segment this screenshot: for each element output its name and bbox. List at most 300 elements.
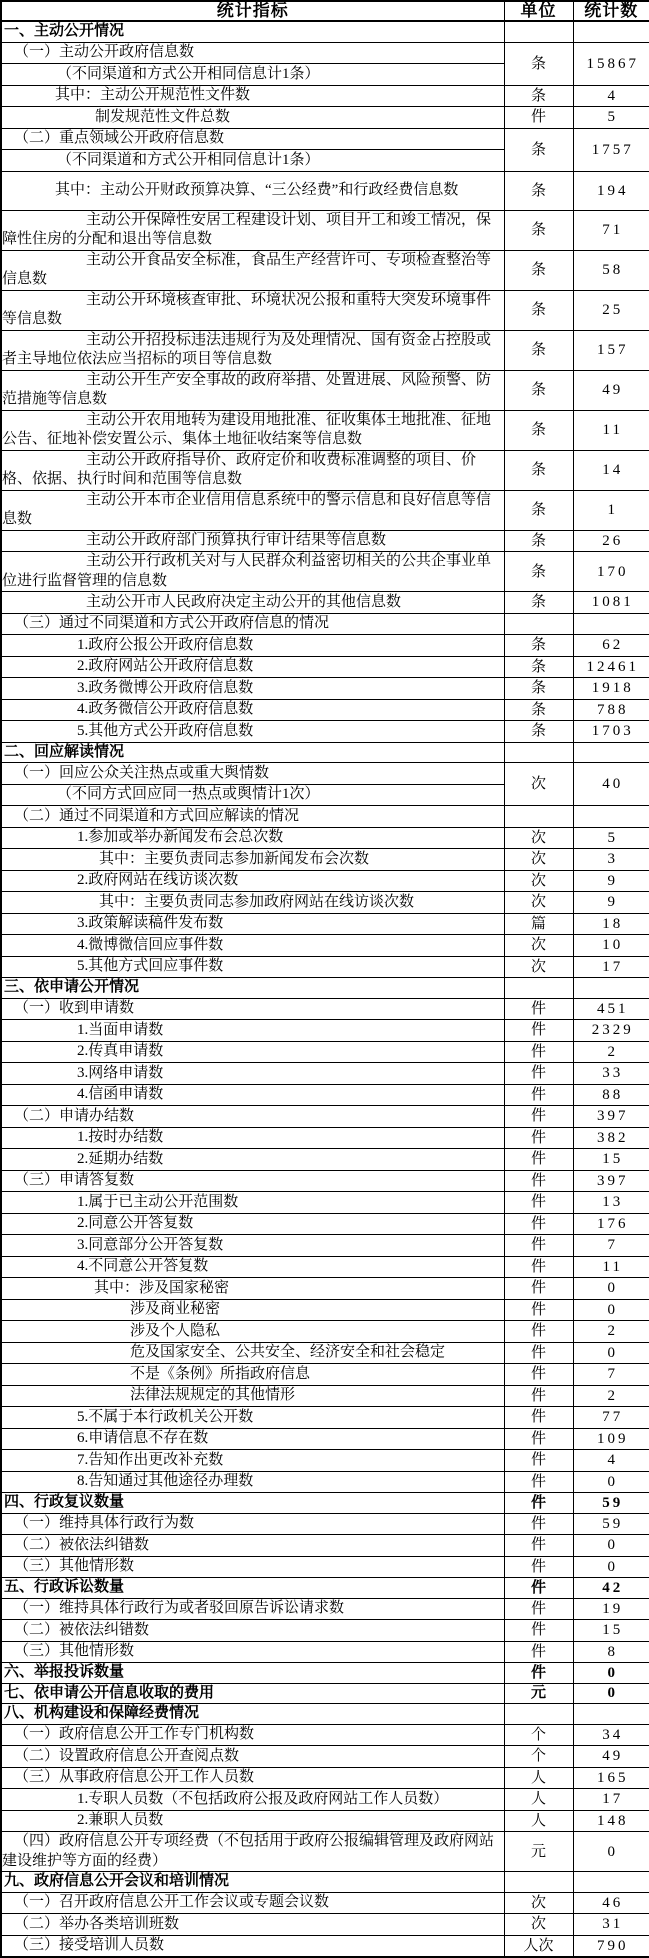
table-row bbox=[1, 1299, 649, 1321]
table-row bbox=[1, 1407, 649, 1429]
table-row bbox=[1, 450, 649, 490]
indicator-cell: 危及国家安全、公共安全、经济安全和社会稳定 bbox=[1, 1342, 504, 1364]
table-row bbox=[1, 1149, 649, 1171]
value-cell: 11 bbox=[573, 410, 649, 450]
unit-cell: 次 bbox=[504, 892, 573, 914]
unit-cell: 条 bbox=[504, 290, 573, 330]
indicator-cell: 3.同意部分公开答复数 bbox=[1, 1235, 504, 1257]
indicator-cell: 主动公开保障性安居工程建设计划、项目开工和竣工情况，保障性住房的分配和退出等信息数 bbox=[1, 210, 504, 250]
indicator-cell: 主动公开食品安全标准，食品生产经营许可、专项检查整治等信息数 bbox=[1, 250, 504, 290]
unit-cell: 件 bbox=[504, 1020, 573, 1042]
indicator-cell: 二、回应解读情况 bbox=[1, 742, 504, 763]
table-row bbox=[1, 1767, 649, 1789]
unit-cell: 元 bbox=[504, 1832, 573, 1872]
indicator-cell: 2.兼职人员数 bbox=[1, 1810, 504, 1832]
value-cell: 25 bbox=[573, 290, 649, 330]
unit-cell: 次 bbox=[504, 935, 573, 957]
table-row bbox=[1, 870, 649, 892]
value-cell: 9 bbox=[573, 892, 649, 914]
section-row bbox=[1, 1704, 649, 1725]
table-row bbox=[1, 592, 649, 614]
value-cell: 382 bbox=[573, 1127, 649, 1149]
table-row bbox=[1, 806, 649, 828]
indicator-cell: 主动公开招投标违法违规行为及处理情况、国有资金占控股或者主导地位依法应当招标的项目等信息数 bbox=[1, 330, 504, 370]
table-row bbox=[1, 128, 649, 150]
unit-cell: 件 bbox=[504, 1471, 573, 1493]
indicator-cell: 1.当面申请数 bbox=[1, 1020, 504, 1042]
indicator-cell: （不同渠道和方式公开相同信息计1条） bbox=[1, 150, 504, 172]
indicator-cell: 4.微博微信回应事件数 bbox=[1, 935, 504, 957]
value-cell bbox=[573, 978, 649, 999]
indicator-cell: （二）被依法纠错数 bbox=[1, 1620, 504, 1642]
indicator-cell: （四）政府信息公开专项经费（不包括用于政府公报编辑管理及政府网站建设维护等方面的经费） bbox=[1, 1832, 504, 1872]
indicator-cell: 制发规范性文件总数 bbox=[1, 107, 504, 129]
indicator-cell: 七、依申请公开信息收取的费用 bbox=[1, 1683, 504, 1704]
table-row bbox=[1, 1535, 649, 1557]
unit-cell: 条 bbox=[504, 370, 573, 410]
value-cell: 170 bbox=[573, 552, 649, 592]
indicator-cell: 2.延期办结数 bbox=[1, 1149, 504, 1171]
unit-cell: 件 bbox=[504, 1106, 573, 1128]
table-row bbox=[1, 1641, 649, 1663]
unit-cell: 条 bbox=[504, 450, 573, 490]
unit-cell: 件 bbox=[504, 107, 573, 129]
indicator-cell: （一）主动公开政府信息数 bbox=[1, 42, 504, 64]
unit-cell: 件 bbox=[504, 1513, 573, 1535]
indicator-cell: 九、政府信息公开会议和培训情况 bbox=[1, 1872, 504, 1893]
value-cell: 17 bbox=[573, 956, 649, 978]
indicator-cell: （二）被依法纠错数 bbox=[1, 1535, 504, 1557]
value-cell: 3 bbox=[573, 849, 649, 871]
unit-cell bbox=[504, 806, 573, 828]
indicator-cell: 主动公开生产安全事故的政府举措、处置进展、风险预警、防范措施等信息数 bbox=[1, 370, 504, 410]
unit-cell: 件 bbox=[504, 1598, 573, 1620]
indicator-cell: 不是《条例》所指政府信息 bbox=[1, 1364, 504, 1386]
value-cell: 88 bbox=[573, 1084, 649, 1106]
table-row bbox=[1, 1170, 649, 1192]
unit-cell: 条 bbox=[504, 592, 573, 614]
value-cell bbox=[573, 1872, 649, 1893]
table-row bbox=[1, 1832, 649, 1872]
table-row bbox=[1, 1914, 649, 1936]
value-cell: 17 bbox=[573, 1789, 649, 1811]
indicator-cell: 一、主动公开情况 bbox=[1, 21, 504, 42]
unit-cell: 次 bbox=[504, 763, 573, 806]
table-row bbox=[1, 721, 649, 743]
unit-cell: 件 bbox=[504, 1493, 573, 1514]
unit-cell: 件 bbox=[504, 1385, 573, 1407]
indicator-cell: 其中：主动公开财政预算决算、“三公经费”和行政经费信息数 bbox=[1, 171, 504, 210]
unit-cell: 件 bbox=[504, 1364, 573, 1386]
unit-cell: 次 bbox=[504, 827, 573, 849]
table-row bbox=[1, 1342, 649, 1364]
unit-cell: 条 bbox=[504, 85, 573, 107]
table-row bbox=[1, 678, 649, 700]
value-cell: 1918 bbox=[573, 678, 649, 700]
value-cell: 0 bbox=[573, 1342, 649, 1364]
indicator-cell: 8.告知通过其他途径办理数 bbox=[1, 1471, 504, 1493]
indicator-cell: 2.政府网站公开政府信息数 bbox=[1, 656, 504, 678]
unit-cell: 件 bbox=[504, 1535, 573, 1557]
table-row bbox=[1, 1278, 649, 1300]
indicator-cell: （不同方式回应同一热点或舆情计1次） bbox=[1, 784, 504, 806]
section-row bbox=[1, 742, 649, 763]
value-cell: 15867 bbox=[573, 42, 649, 85]
table-row bbox=[1, 935, 649, 957]
value-cell: 1757 bbox=[573, 128, 649, 171]
value-cell bbox=[573, 806, 649, 828]
table-row bbox=[1, 1471, 649, 1493]
section-row bbox=[1, 1683, 649, 1704]
value-cell: 1703 bbox=[573, 721, 649, 743]
value-cell: 1 bbox=[573, 490, 649, 530]
section-row bbox=[1, 21, 649, 42]
unit-cell: 件 bbox=[504, 1256, 573, 1278]
indicator-cell: 5.不属于本行政机关公开数 bbox=[1, 1407, 504, 1429]
table-row bbox=[1, 1192, 649, 1214]
value-cell bbox=[573, 613, 649, 635]
table-row bbox=[1, 1620, 649, 1642]
indicator-cell: 主动公开政府部门预算执行审计结果等信息数 bbox=[1, 530, 504, 552]
value-cell: 790 bbox=[573, 1935, 649, 1957]
value-cell: 451 bbox=[573, 998, 649, 1020]
value-cell: 33 bbox=[573, 1063, 649, 1085]
table-row bbox=[1, 1063, 649, 1085]
value-cell: 0 bbox=[573, 1683, 649, 1704]
value-cell: 8 bbox=[573, 1641, 649, 1663]
unit-cell: 条 bbox=[504, 171, 573, 210]
indicator-cell: 4.政务微信公开政府信息数 bbox=[1, 699, 504, 721]
unit-cell bbox=[504, 21, 573, 42]
indicator-cell: （一）维持具体行政行为或者驳回原告诉讼请求数 bbox=[1, 1598, 504, 1620]
table-row bbox=[1, 1020, 649, 1042]
unit-cell: 次 bbox=[504, 849, 573, 871]
table-row bbox=[1, 1428, 649, 1450]
table-row bbox=[1, 330, 649, 370]
unit-cell: 件 bbox=[504, 1663, 573, 1684]
table-row bbox=[1, 699, 649, 721]
indicator-cell: 涉及个人隐私 bbox=[1, 1321, 504, 1343]
unit-cell: 件 bbox=[504, 998, 573, 1020]
indicator-cell: 主动公开本市企业信用信息系统中的警示信息和良好信息等信息数 bbox=[1, 490, 504, 530]
table-row bbox=[1, 892, 649, 914]
value-cell: 71 bbox=[573, 210, 649, 250]
value-cell: 397 bbox=[573, 1170, 649, 1192]
indicator-cell: 主动公开环境核查审批、环境状况公报和重特大突发环境事件等信息数 bbox=[1, 290, 504, 330]
table-row bbox=[1, 613, 649, 635]
unit-cell: 件 bbox=[504, 1213, 573, 1235]
table-row bbox=[1, 1235, 649, 1257]
unit-cell: 条 bbox=[504, 128, 573, 171]
unit-cell: 件 bbox=[504, 1127, 573, 1149]
value-cell: 5 bbox=[573, 107, 649, 129]
table-row bbox=[1, 42, 649, 64]
unit-cell: 件 bbox=[504, 1620, 573, 1642]
unit-cell: 元 bbox=[504, 1683, 573, 1704]
indicator-cell: 2.政府网站在线访谈次数 bbox=[1, 870, 504, 892]
indicator-cell: （三）从事政府信息公开工作人员数 bbox=[1, 1767, 504, 1789]
indicator-cell: （三）通过不同渠道和方式公开政府信息的情况 bbox=[1, 613, 504, 635]
table-row bbox=[1, 552, 649, 592]
indicator-cell: 1.参加或举办新闻发布会总次数 bbox=[1, 827, 504, 849]
indicator-cell: 3.政务微博公开政府信息数 bbox=[1, 678, 504, 700]
table-row bbox=[1, 656, 649, 678]
indicator-cell: 三、依申请公开情况 bbox=[1, 978, 504, 999]
unit-cell: 次 bbox=[504, 1914, 573, 1936]
indicator-cell: 5.其他方式公开政府信息数 bbox=[1, 721, 504, 743]
unit-cell: 条 bbox=[504, 490, 573, 530]
table-row bbox=[1, 530, 649, 552]
unit-cell: 件 bbox=[504, 1407, 573, 1429]
indicator-cell: 主动公开市人民政府决定主动公开的其他信息数 bbox=[1, 592, 504, 614]
value-cell: 58 bbox=[573, 250, 649, 290]
value-cell: 148 bbox=[573, 1810, 649, 1832]
indicator-cell: 4.信函申请数 bbox=[1, 1084, 504, 1106]
indicator-cell: 2.同意公开答复数 bbox=[1, 1213, 504, 1235]
value-cell: 46 bbox=[573, 1892, 649, 1914]
value-cell: 788 bbox=[573, 699, 649, 721]
unit-cell: 件 bbox=[504, 1192, 573, 1214]
table-row bbox=[1, 1321, 649, 1343]
unit-cell: 件 bbox=[504, 1578, 573, 1599]
value-cell: 31 bbox=[573, 1914, 649, 1936]
table-row bbox=[1, 490, 649, 530]
table-row bbox=[1, 410, 649, 450]
unit-cell bbox=[504, 978, 573, 999]
indicator-cell: 其中：主要负责同志参加政府网站在线访谈次数 bbox=[1, 892, 504, 914]
indicator-cell: 4.不同意公开答复数 bbox=[1, 1256, 504, 1278]
indicator-cell: 1.按时办结数 bbox=[1, 1127, 504, 1149]
unit-cell: 件 bbox=[504, 1041, 573, 1063]
value-cell: 59 bbox=[573, 1493, 649, 1514]
table-row bbox=[1, 1041, 649, 1063]
unit-cell: 条 bbox=[504, 656, 573, 678]
section-row bbox=[1, 1578, 649, 1599]
value-cell: 4 bbox=[573, 85, 649, 107]
indicator-cell: （一）收到申请数 bbox=[1, 998, 504, 1020]
unit-cell bbox=[504, 1872, 573, 1893]
unit-cell: 次 bbox=[504, 870, 573, 892]
unit-cell: 个 bbox=[504, 1724, 573, 1746]
table-body bbox=[1, 21, 649, 1957]
value-cell bbox=[573, 1704, 649, 1725]
value-cell: 194 bbox=[573, 171, 649, 210]
table-row bbox=[1, 171, 649, 210]
unit-cell: 次 bbox=[504, 956, 573, 978]
unit-cell: 件 bbox=[504, 1278, 573, 1300]
value-cell: 0 bbox=[573, 1832, 649, 1872]
value-cell: 1081 bbox=[573, 592, 649, 614]
unit-cell: 条 bbox=[504, 330, 573, 370]
indicator-cell: （三）其他情形数 bbox=[1, 1556, 504, 1578]
value-cell: 7 bbox=[573, 1235, 649, 1257]
value-cell: 0 bbox=[573, 1471, 649, 1493]
table-row bbox=[1, 210, 649, 250]
table-row bbox=[1, 956, 649, 978]
value-cell bbox=[573, 21, 649, 42]
value-cell: 2329 bbox=[573, 1020, 649, 1042]
value-cell: 40 bbox=[573, 763, 649, 806]
value-cell: 11 bbox=[573, 1256, 649, 1278]
indicator-cell: （三）其他情形数 bbox=[1, 1641, 504, 1663]
indicator-cell: 3.网络申请数 bbox=[1, 1063, 504, 1085]
value-cell: 59 bbox=[573, 1513, 649, 1535]
value-cell: 0 bbox=[573, 1299, 649, 1321]
table-row bbox=[1, 107, 649, 129]
unit-cell: 条 bbox=[504, 635, 573, 657]
table-row bbox=[1, 763, 649, 785]
value-cell: 5 bbox=[573, 827, 649, 849]
table-row bbox=[1, 1789, 649, 1811]
unit-cell: 条 bbox=[504, 678, 573, 700]
value-cell: 15 bbox=[573, 1620, 649, 1642]
indicator-cell: 1.政府公报公开政府信息数 bbox=[1, 635, 504, 657]
indicator-cell: 其中：涉及国家秘密 bbox=[1, 1278, 504, 1300]
unit-cell: 件 bbox=[504, 1342, 573, 1364]
table-row bbox=[1, 1810, 649, 1832]
unit-cell: 篇 bbox=[504, 913, 573, 935]
column-header-unit: 单位 bbox=[504, 1, 573, 21]
indicator-cell: （三）申请答复数 bbox=[1, 1170, 504, 1192]
indicator-cell: 其中：主动公开规范性文件数 bbox=[1, 85, 504, 107]
value-cell: 18 bbox=[573, 913, 649, 935]
indicator-cell: 1.属于已主动公开范围数 bbox=[1, 1192, 504, 1214]
unit-cell: 次 bbox=[504, 1892, 573, 1914]
table-row bbox=[1, 370, 649, 410]
value-cell: 7 bbox=[573, 1364, 649, 1386]
value-cell: 14 bbox=[573, 450, 649, 490]
section-row bbox=[1, 978, 649, 999]
unit-cell: 条 bbox=[504, 699, 573, 721]
indicator-cell: （二）设置政府信息公开查阅点数 bbox=[1, 1746, 504, 1768]
unit-cell bbox=[504, 613, 573, 635]
table-row bbox=[1, 1127, 649, 1149]
value-cell: 10 bbox=[573, 935, 649, 957]
unit-cell: 条 bbox=[504, 530, 573, 552]
indicator-cell: 六、举报投诉数量 bbox=[1, 1663, 504, 1684]
indicator-cell: （二）举办各类培训班数 bbox=[1, 1914, 504, 1936]
indicator-cell: 主动公开行政机关对与人民群众利益密切相关的公共企事业单位进行监督管理的信息数 bbox=[1, 552, 504, 592]
value-cell: 9 bbox=[573, 870, 649, 892]
unit-cell: 条 bbox=[504, 250, 573, 290]
unit-cell: 件 bbox=[504, 1641, 573, 1663]
indicator-cell: 主动公开农用地转为建设用地批准、征收集体土地批准、征地公告、征地补偿安置公示、集体土地征收结案等信息数 bbox=[1, 410, 504, 450]
unit-cell bbox=[504, 1704, 573, 1725]
table-row bbox=[1, 1935, 649, 1957]
unit-cell: 条 bbox=[504, 210, 573, 250]
indicator-cell: （一）回应公众关注热点或重大舆情数 bbox=[1, 763, 504, 785]
unit-cell: 条 bbox=[504, 552, 573, 592]
indicator-cell: 八、机构建设和保障经费情况 bbox=[1, 1704, 504, 1725]
value-cell: 0 bbox=[573, 1556, 649, 1578]
unit-cell: 人 bbox=[504, 1810, 573, 1832]
indicator-cell: 四、行政复议数量 bbox=[1, 1493, 504, 1514]
value-cell: 15 bbox=[573, 1149, 649, 1171]
column-header-indicator: 统计指标 bbox=[1, 1, 504, 21]
table-row bbox=[1, 827, 649, 849]
value-cell: 397 bbox=[573, 1106, 649, 1128]
unit-cell: 条 bbox=[504, 42, 573, 85]
indicator-cell: （一）召开政府信息公开工作会议或专题会议数 bbox=[1, 1892, 504, 1914]
value-cell: 19 bbox=[573, 1598, 649, 1620]
unit-cell: 件 bbox=[504, 1299, 573, 1321]
unit-cell: 件 bbox=[504, 1063, 573, 1085]
indicator-cell: （三）接受培训人员数 bbox=[1, 1935, 504, 1957]
value-cell: 2 bbox=[573, 1041, 649, 1063]
unit-cell: 人 bbox=[504, 1767, 573, 1789]
value-cell: 109 bbox=[573, 1428, 649, 1450]
section-row bbox=[1, 1872, 649, 1893]
indicator-cell: 7.告知作出更改补充数 bbox=[1, 1450, 504, 1472]
value-cell: 49 bbox=[573, 370, 649, 410]
unit-cell: 件 bbox=[504, 1428, 573, 1450]
column-header-value: 统计数 bbox=[573, 1, 649, 21]
unit-cell: 件 bbox=[504, 1321, 573, 1343]
table-row bbox=[1, 913, 649, 935]
value-cell: 165 bbox=[573, 1767, 649, 1789]
table-row bbox=[1, 1256, 649, 1278]
unit-cell: 件 bbox=[504, 1170, 573, 1192]
section-row bbox=[1, 1493, 649, 1514]
value-cell: 42 bbox=[573, 1578, 649, 1599]
table-row bbox=[1, 849, 649, 871]
value-cell: 62 bbox=[573, 635, 649, 657]
value-cell: 0 bbox=[573, 1535, 649, 1557]
indicator-cell: 2.传真申请数 bbox=[1, 1041, 504, 1063]
value-cell: 0 bbox=[573, 1278, 649, 1300]
table-row bbox=[1, 290, 649, 330]
table-row bbox=[1, 1106, 649, 1128]
unit-cell: 个 bbox=[504, 1746, 573, 1768]
value-cell: 0 bbox=[573, 1663, 649, 1684]
value-cell: 49 bbox=[573, 1746, 649, 1768]
unit-cell bbox=[504, 742, 573, 763]
table-row bbox=[1, 1385, 649, 1407]
value-cell: 12461 bbox=[573, 656, 649, 678]
indicator-cell: （二）重点领域公开政府信息数 bbox=[1, 128, 504, 150]
indicator-cell: 涉及商业秘密 bbox=[1, 1299, 504, 1321]
table-row bbox=[1, 85, 649, 107]
value-cell: 77 bbox=[573, 1407, 649, 1429]
unit-cell: 条 bbox=[504, 410, 573, 450]
indicator-cell: 其中：主要负责同志参加新闻发布会次数 bbox=[1, 849, 504, 871]
table-row bbox=[1, 998, 649, 1020]
indicator-cell: 3.政策解读稿件发布数 bbox=[1, 913, 504, 935]
indicator-cell: （不同渠道和方式公开相同信息计1条） bbox=[1, 64, 504, 86]
table-row bbox=[1, 1598, 649, 1620]
table-row bbox=[1, 250, 649, 290]
table-row bbox=[1, 1513, 649, 1535]
value-cell bbox=[573, 742, 649, 763]
unit-cell: 件 bbox=[504, 1450, 573, 1472]
unit-cell: 条 bbox=[504, 721, 573, 743]
indicator-cell: 法律法规规定的其他情形 bbox=[1, 1385, 504, 1407]
table-header bbox=[1, 1, 649, 21]
unit-cell: 件 bbox=[504, 1235, 573, 1257]
indicator-cell: 6.申请信息不存在数 bbox=[1, 1428, 504, 1450]
indicator-cell: 主动公开政府指导价、政府定价和收费标准调整的项目、价格、依据、执行时间和范围等信息数 bbox=[1, 450, 504, 490]
table-row bbox=[1, 635, 649, 657]
table-row bbox=[1, 1724, 649, 1746]
table-row bbox=[1, 1364, 649, 1386]
table-row bbox=[1, 1084, 649, 1106]
table-row bbox=[1, 1450, 649, 1472]
indicator-cell: （一）政府信息公开工作专门机构数 bbox=[1, 1724, 504, 1746]
value-cell: 157 bbox=[573, 330, 649, 370]
indicator-cell: （二）申请办结数 bbox=[1, 1106, 504, 1128]
section-row bbox=[1, 1663, 649, 1684]
indicator-cell: 5.其他方式回应事件数 bbox=[1, 956, 504, 978]
